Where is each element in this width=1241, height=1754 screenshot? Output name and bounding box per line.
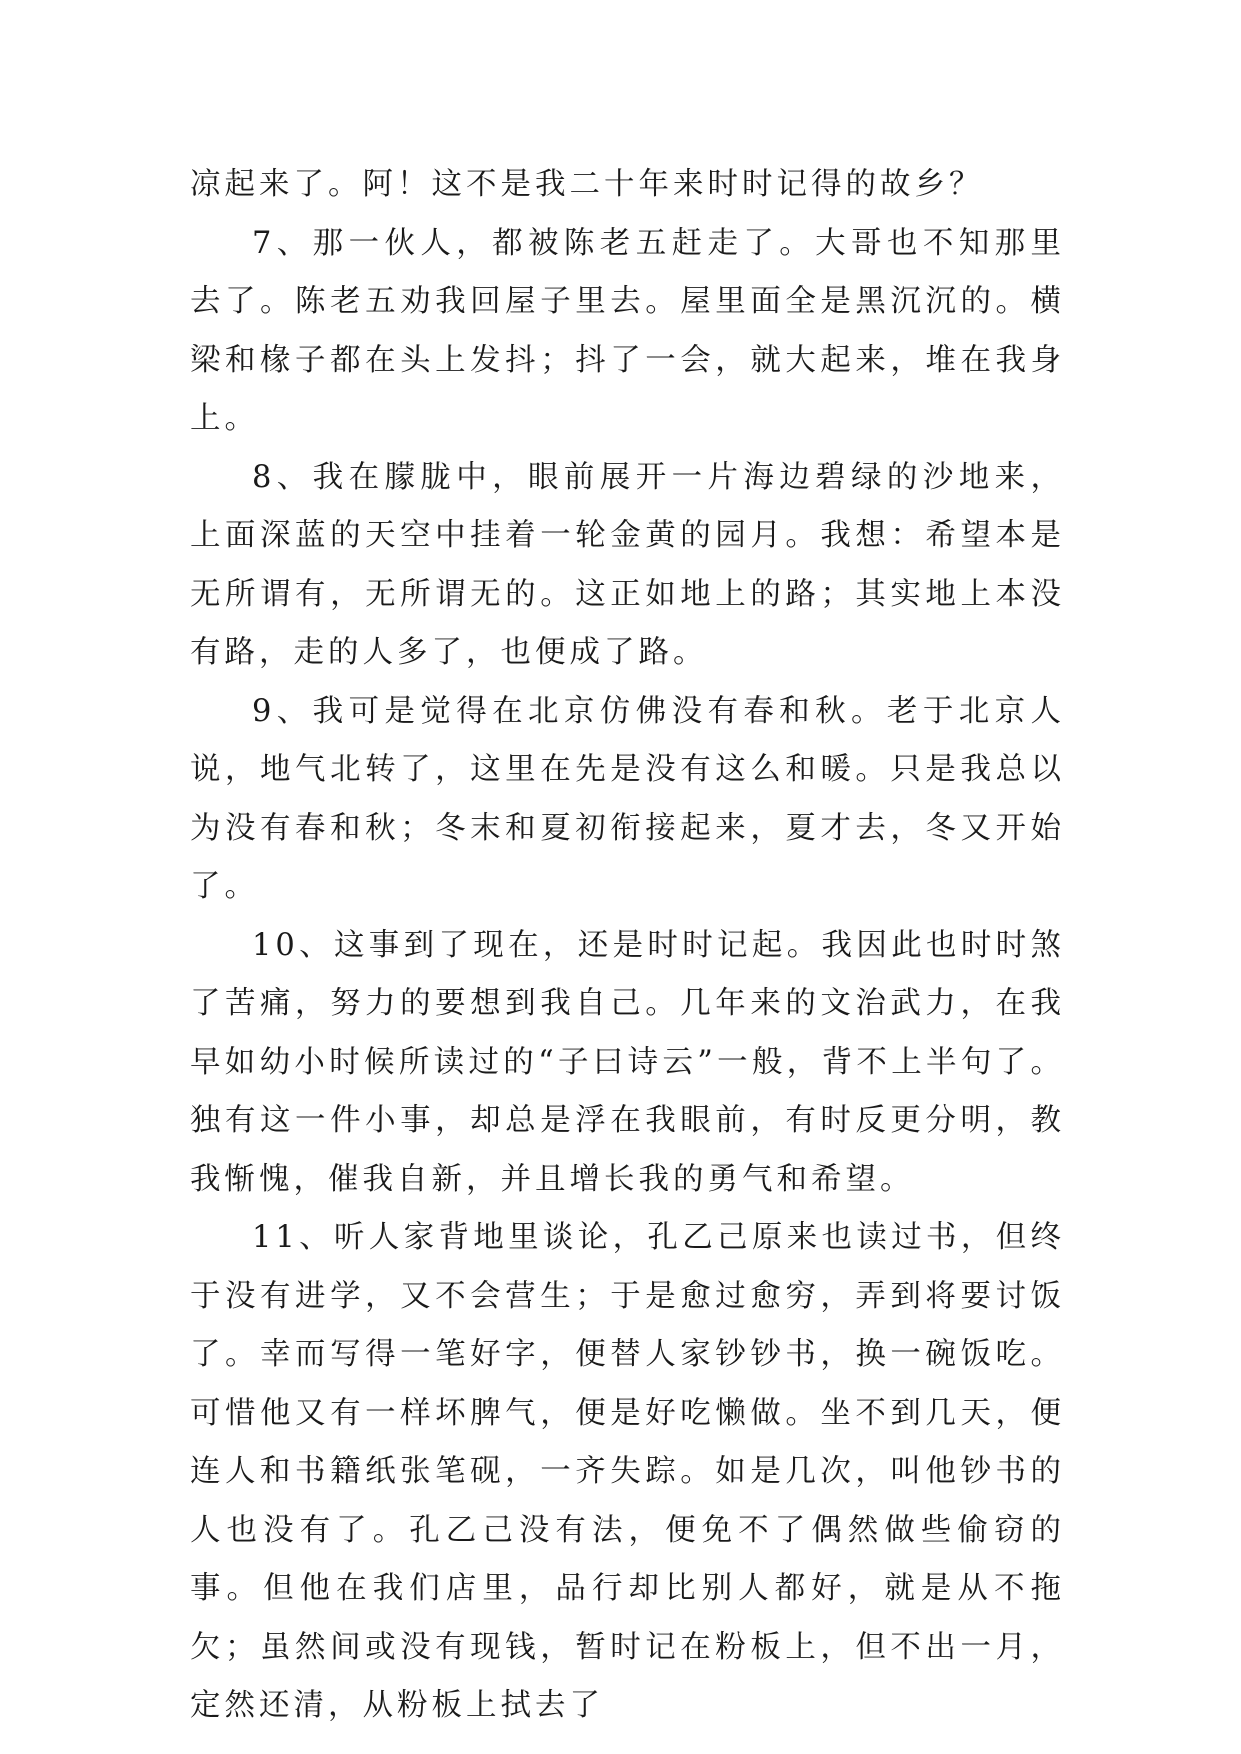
paragraph: 10、这事到了现在，还是时时记起。我因此也时时煞了苦痛，努力的要想到我自己。几年来的文治武力，在我早如幼小时候所读过的“子曰诗云”一般，背不上半句了。独有这一件小事，却总是浮在我眼前，有时反更分明，教我惭愧，催我自新，并且增长我的勇气和希望。 <box>190 927 1065 1197</box>
paragraph: 凉起来了。阿！这不是我二十年来时时记得的故乡？ <box>190 167 984 202</box>
document-body <box>190 156 1065 1736</box>
paragraph: 11、听人家背地里谈论，孔乙己原来也读过书，但终于没有进学，又不会营生；于是愈过愈穷，弄到将要讨饭了。幸而写得一笔好字，便替人家钞钞书，换一碗饭吃。可惜他又有一样坏脾气，便是好吃懒做。坐不到几天，便连人和书籍纸张笔砚，一齐失踪。如是几次，叫他钞书的人也没有了。孔乙己没有法，便免不了偶然做些偷窃的事。但他在我们店里，品行却比别人都好，就是从不拖欠；虽然间或没有现钱，暂时记在粉板上，但不出一月，定然还清，从粉板上拭去了 <box>190 1220 1065 1723</box>
paragraph: 9、我可是觉得在北京仿佛没有春和秋。老于北京人说，地气北转了，这里在先是没有这么和暖。只是我总以为没有春和秋；冬末和夏初衔接起来，夏才去，冬又开始了。 <box>190 693 1065 904</box>
paragraph: 7、那一伙人，都被陈老五赶走了。大哥也不知那里去了。陈老五劝我回屋子里去。屋里面全是黑沉沉的。横梁和椽子都在头上发抖；抖了一会，就大起来，堆在我身上。 <box>190 225 1065 436</box>
paragraph: 8、我在朦胧中，眼前展开一片海边碧绿的沙地来，上面深蓝的天空中挂着一轮金黄的园月。我想：希望本是无所谓有，无所谓无的。这正如地上的路；其实地上本没有路，走的人多了，也便成了路。 <box>190 459 1065 670</box>
